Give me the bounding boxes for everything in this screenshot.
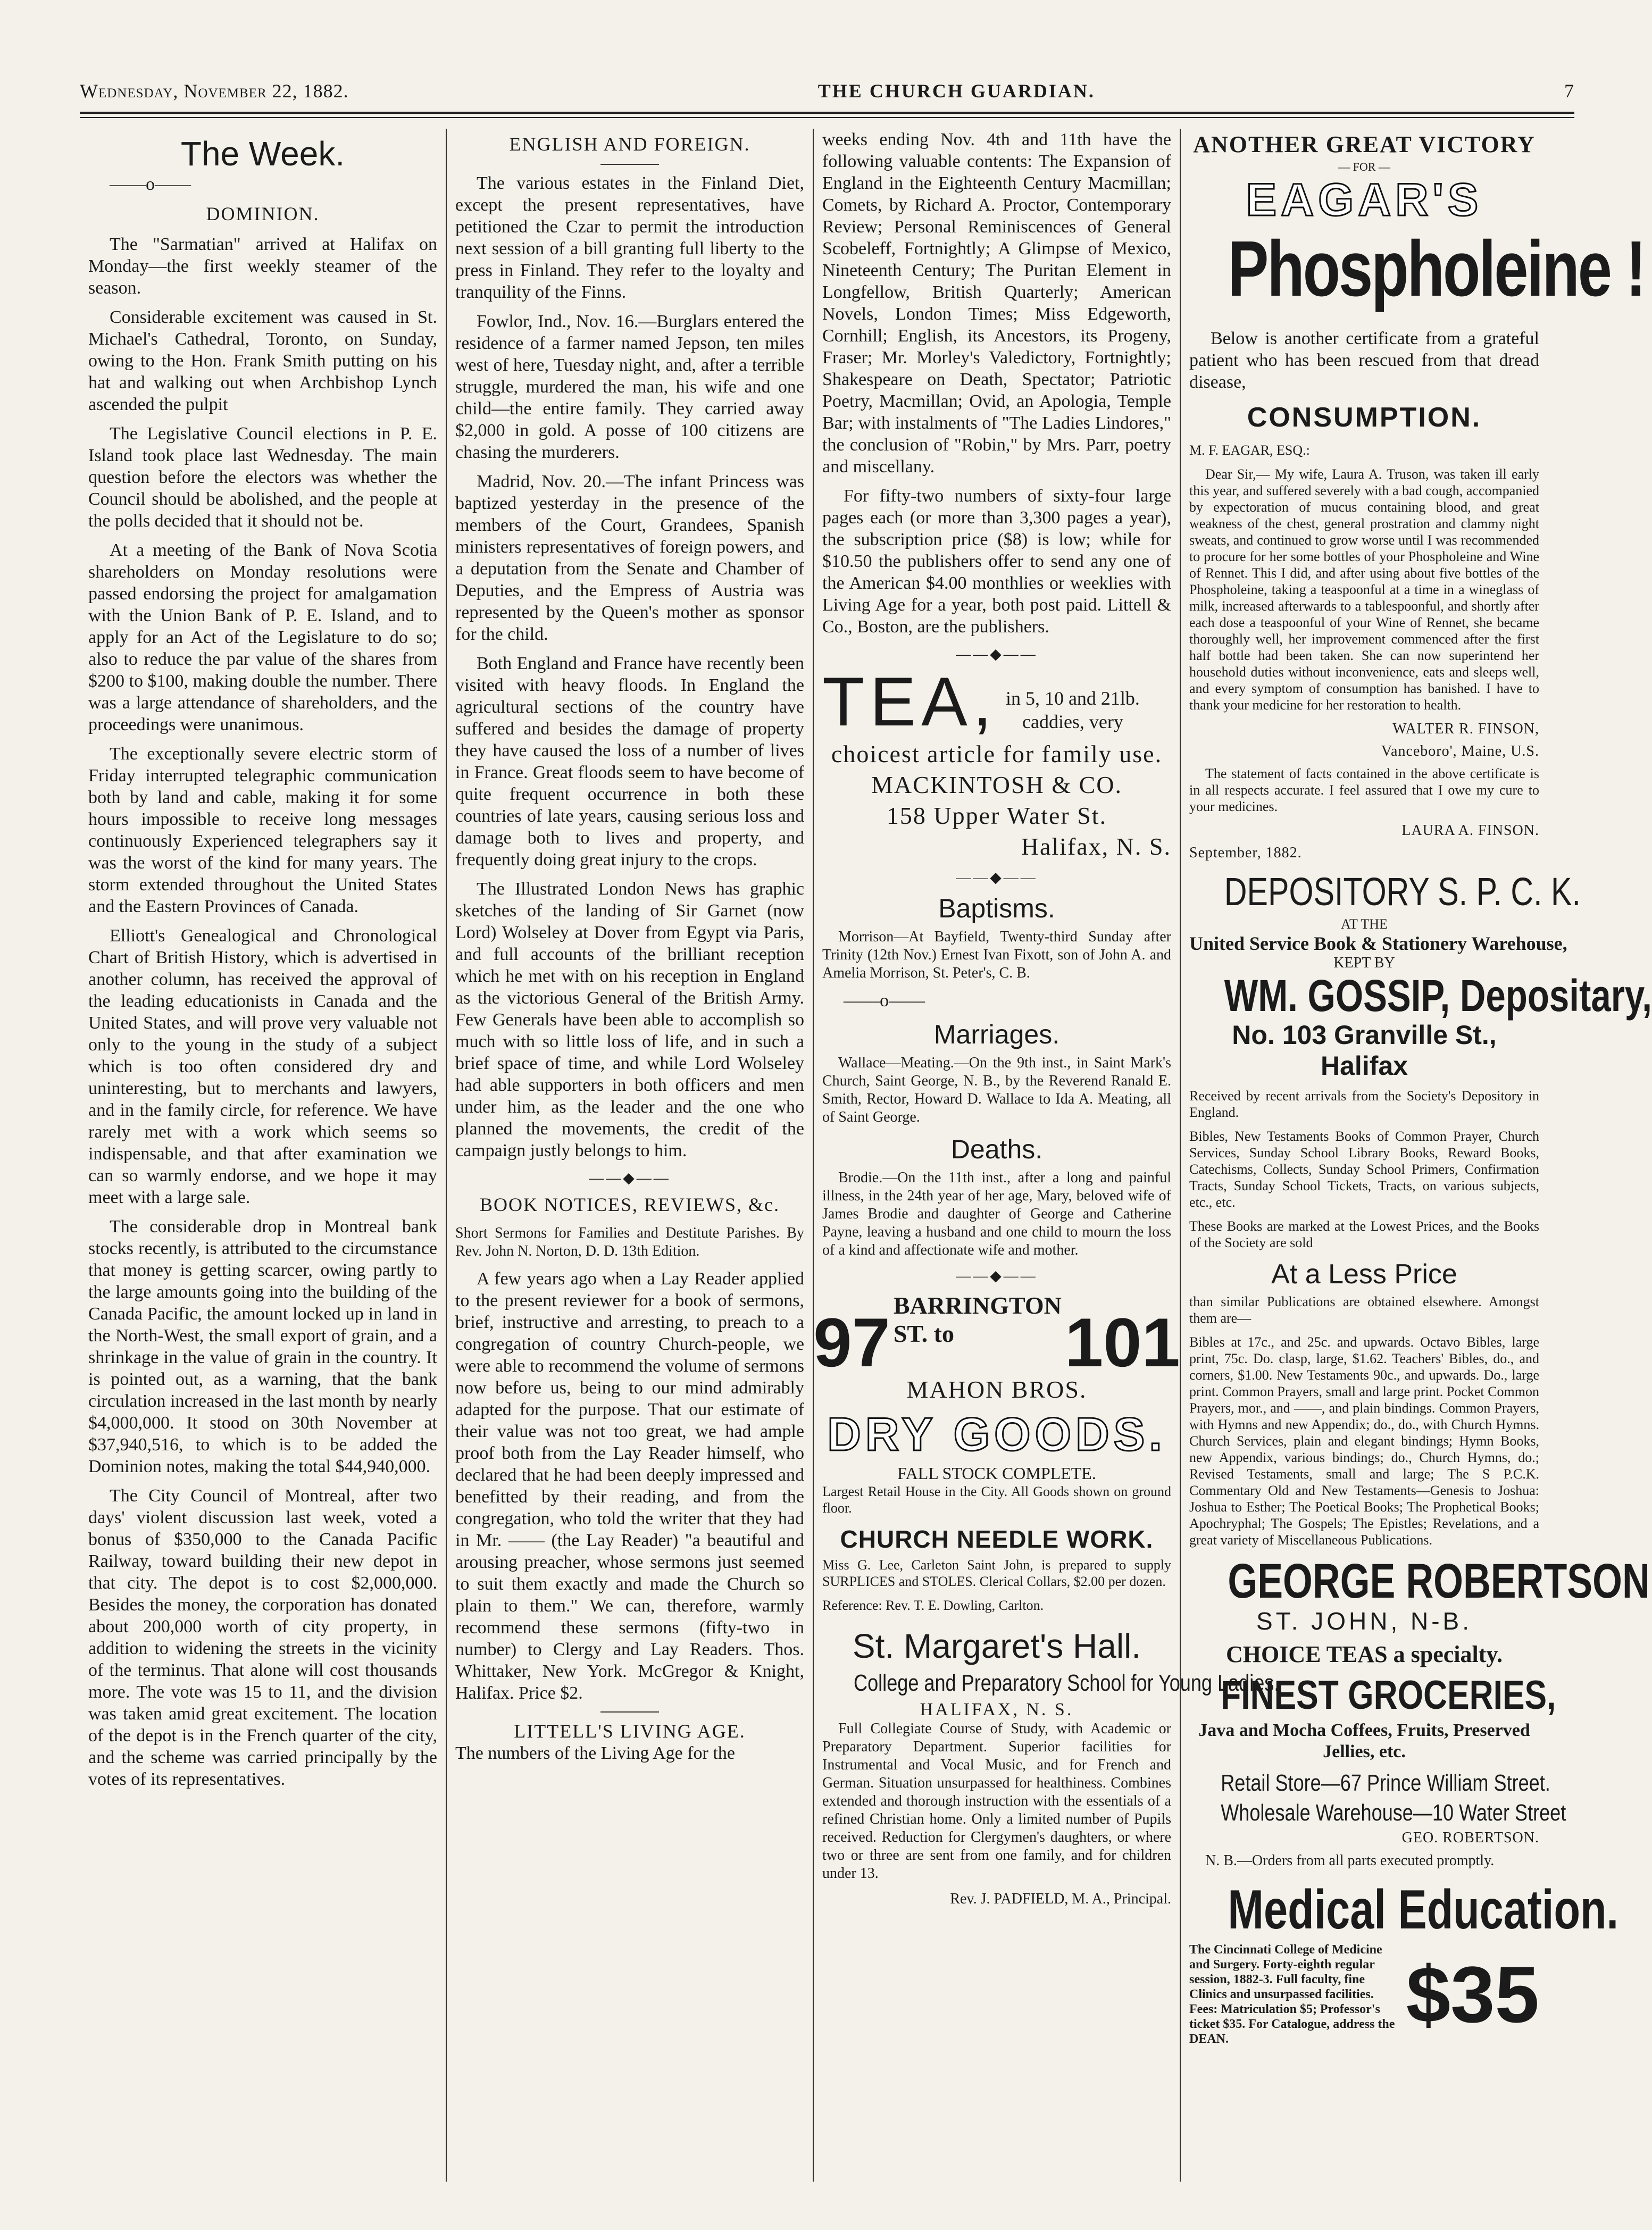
needle-work-text: Miss G. Lee, Carleton Saint John, is prepared to supply SURPLICES and STOLES. Clerical Collars, $2.00 per dozen. [822,1557,1171,1589]
baptisms-heading: Baptisms. [938,893,1055,923]
masthead [80,80,1574,112]
largest-retail: Largest Retail House in the City. All Goods shown on ground floor. [822,1484,1171,1516]
ornament: ——◆—— [589,1170,671,1187]
signature: LAURA A. FINSON. [1401,822,1539,839]
medical-text: The Cincinnati College of Medicine and Surgery. Forty-eighth regular session, 1882-3. Full faculty, fine Clinics and unsurpassed facilities. Fees: Matriculation $5; Professor's ticket $35. For Catalogue, address the DEAN. [1189,1943,1395,2046]
page-number: 7 [1564,80,1574,102]
deaths-heading: Deaths. [950,1134,1043,1164]
needle-work-heading: CHURCH NEEDLE WORK. [840,1525,1154,1553]
signature: WALTER R. FINSON, [1392,721,1539,737]
hall-subheading: College and Preparatory School for Young Ladies. [854,1670,1280,1696]
paragraph: For fifty-two numbers of sixty-four large pages each (or more than 3,300 pages a year), the subscription price ($8) is low; while for $10.50 the publishers offer to send any one of the American $4.00 monthlies or weeklies with Living Age for a year, both post paid. Littell & Co., Boston, are the publishers. [822,486,1171,637]
issue-date: Wednesday, November 22, 1882. [80,80,349,102]
paragraph: The "Sarmatian" arrived at Halifax on Monday—the first weekly steamer of the season. [88,235,437,298]
tea-line: caddies, very [1022,711,1123,732]
baptism-notice: Morrison—At Bayfield, Twenty-third Sunday after Trinity (12th Nov.) Ernest Ivan Fixott, son of John A. and Amelia Morrison, St. Peter's, C. B. [822,929,1171,981]
signature-date: September, 1882. [1189,845,1302,861]
choice-teas: CHOICE TEAS a specialty. [1226,1641,1503,1667]
signature-place: Vanceboro', Maine, U.S. [1381,743,1539,759]
consumption-heading: CONSUMPTION. [1247,402,1482,433]
st-margarets-advertisement [822,1626,1280,1908]
dominion-subhead: DOMINION. [206,203,320,224]
newspaper-page [80,80,1652,2196]
robertson-advertisement [1189,1554,1650,1870]
newspaper-title: THE CHURCH GUARDIAN. [817,80,1095,102]
paragraph: The exceptionally severe electric storm of Friday interrupted telegraphic communication both by land and cable, making it for some hours impossible to receive long messages continuously Experienced telegraphers say it was the worst of the kind for many years. The storm extended throughout the United States and the Eastern Provinces of Canada. [88,744,437,916]
hall-heading: St. Margaret's Hall. [852,1627,1141,1665]
received-text: Received by recent arrivals from the Society's Depository in England. [1189,1088,1539,1120]
finest-groceries: FINEST GROCERIES, [1221,1673,1556,1718]
paragraph: The Legislative Council elections in P. E. Island took place last Wednesday. The main question before the electors was whether the Council should be abolished, and the people at the polls decided that it should not be. [88,424,437,531]
bibles-text: Bibles, New Testaments Books of Common Prayer, Church Services, Sunday School Library Books, Reward Books, Catechisms, Collects, Sunday School Primers, Confirmation Tracts, Sunday School Tickets, Tracts, on various subjects, etc., etc. [1189,1129,1539,1210]
marriages-heading: Marriages. [933,1020,1060,1049]
needle-work-advertisement [822,1525,1171,1614]
street-name: BARRINGTON ST. to [893,1292,1062,1347]
columns [80,129,1652,2182]
paragraph: Elliott's Genealogical and Chronological Chart of British History, which is advertised in another column, has received the approval of the leading educationists in Canada and the United States, and will prove very valuable not only to the young in the study of a subject which is too often considered dry and uninteresting, but to merchants and lawyers, and in the family circle, for reference. We have rarely met with a work which seems so indispensable, and that after examination we can so warmly endorse, and we hope it may meet with a large sale. [88,926,437,1207]
death-notice: Brodie.—On the 11th inst., after a long and painful illness, in the 24th year of her age, Mary, beloved wife of James Brodie and daughter of George and Catherine Payne, leaving a husband and one child to mourn the loss of a kind and affectionate wife and mother. [822,1170,1171,1258]
ornament: ——◆—— [956,646,1038,663]
mahon-advertisement [813,1291,1180,1516]
ornament: ——o—— [844,991,925,1010]
less-price-heading: At a Less Price [1271,1259,1457,1290]
tea-firm: MACKINTOSH & CO. [871,771,1123,798]
for-text: — FOR — [1338,160,1390,173]
medical-education-heading: Medical Education. [1228,1879,1619,1941]
hall-principal: Rev. J. PADFIELD, M. A., Principal. [950,1891,1171,1907]
masthead-rule [80,112,1574,118]
granville-address: No. 103 Granville St., Halifax [1232,1020,1497,1081]
java-mocha: Java and Mocha Coffees, Fruits, Preserved Jellies, etc. [1198,1720,1530,1761]
needle-work-reference: Reference: Rev. T. E. Dowling, Carlton. [822,1598,1044,1613]
george-robertson-heading: GEORGE ROBERTSON [1228,1554,1650,1608]
eagar-title: EAGAR'S [1246,174,1483,225]
fall-stock: FALL STOCK COMPLETE. [897,1464,1096,1483]
divider [600,1711,659,1713]
paragraph: The Illustrated London News has graphic sketches of the landing of Sir Garnet (now Lord) Wolseley at Dover from Egypt via Paris, and full accounts of the brilliant reception which he met with on his reception in England as the victorious General of the British Army. Few Generals have been able to accomplish so much with so little loss of life, and in such a brief space of time, and while Lord Wolseley had able supporters in both officers and men under him, as the leader and the one who planned the movements, the credit of the campaign justly belongs to him. [455,879,804,1160]
tea-line: choicest article for family use. [831,740,1163,767]
tea-city: Halifax, N. S. [1021,833,1171,860]
orders-text: N. B.—Orders from all parts executed promptly. [1205,1852,1495,1869]
paragraph: Below is another certificate from a grateful patient who has been rescued from that dread disease, [1189,329,1539,392]
wholesale-warehouse: Wholesale Warehouse—10 Water Street [1221,1800,1566,1826]
littell-heading: LITTELL'S LIVING AGE. [514,1720,746,1742]
gossip-name: WM. GOSSIP, Depositary, [1224,971,1652,1021]
phospholeine-advertisement [1189,131,1645,862]
mahon-firm: MAHON BROS. [906,1376,1087,1403]
ornament: ——◆—— [956,870,1038,886]
victory-heading: ANOTHER GREAT VICTORY [1193,131,1536,157]
at-the: AT THE [1341,916,1388,932]
paragraph: Both England and France have recently been visited with heavy floods. In England the agricultural sections of the country have suffered and besides the damage of property they have caused the loss of a number of lives in France. Great floods seem to have become of quite frequent occurrence in both these countries of late years, causing serious loss and damage both to lives and property, and frequently doing great injury to the crops. [455,654,804,870]
depository-advertisement [1189,869,1652,1548]
letter-text: Dear Sir,— My wife, Laura A. Truson, was taken ill early this year, and suffered severely with a bad cough, accompanied by expectoration of mucus containing blood, and great weakness of the chest, general prostration and clammy night sweats, and continued to grow worse until I was recommended to procure for her some bottles of your Phospholeine and Wine of Rennet. This I did, and after using about five bottles of the Phospholeine, taking a teaspoonful at a time in a wineglass of milk, increased afterwards to a tablespoonful, and shortly after each dose a teaspoonful of your Wine of Rennet, she became thoroughly well, her improvement commenced after the first half bottle had been taken. She can now superintend her household duties without inconvenience, eats and sleeps well, and every symptom of consumption has banished. I have to thank your medicine for her restoration to health. [1189,466,1539,713]
tea-street: 158 Upper Water St. [886,802,1107,829]
column-4 [1181,129,1652,2182]
salutation: M. F. EAGAR, ESQ.: [1189,442,1310,458]
than-text: than similar Publications are obtained elsewhere. Amongst them are— [1189,1294,1539,1326]
depository-heading: DEPOSITORY S. P. C. K. [1224,870,1581,914]
hall-city: HALIFAX, N. S. [920,1700,1074,1719]
ornament: ——o—— [110,174,191,194]
street-number: 101 [1064,1304,1180,1381]
paragraph: A few years ago when a Lay Reader applied to the present reviewer for a book of sermons, brief, instructive and arresting, to preach to a congregation of country Church-people, we were able to recommend the volume of sermons now before us, being to our mind admirably adapted for the purpose. That our estimate of their value was not too great, we had ample proof both from the Lay Reader himself, who declared that he had been deeply impressed and benefitted by their reading, and from the congregation, who told the writer that they had in Mr. —— (the Lay Reader) "a beautiful and arousing preacher, whose sermons just seemed to suit them exactly and made the Church so plain to them." We can, therefore, warmly recommend these sermons (fifty-two in number) to Clergy and Lay Readers. Thos. Whittaker, New York. McGregor & Knight, Halifax. Price $2. [455,1269,804,1703]
street-number: 97 [813,1304,890,1381]
paragraph: Madrid, Nov. 20.—The infant Princess was baptized yesterday in the presence of the members of the Court, Grandees, Spanish ministers representatives of foreign powers, and a deputation from the Senate and Chamber of Deputies, and the Empress of Austria was represented by the Queen's mother as sponsor for the child. [455,472,804,644]
paragraph: weeks ending Nov. 4th and 11th have the following valuable contents: The Expansion of England in the Eighteenth Century Macmillan; Comets, by Richard A. Proctor, Contemporary Review; Personal Reminiscences of General Scobeleff, Fortnightly; A Glimpse of Mexico, Nineteenth Century; The Puritan Element in Longfellow, British Quarterly; American Novels, London Times; Miss Edgeworth, Cornhill; English, its Ancestors, its Progeny, Fraser; Mr. Morley's Valedictory, Fortnightly; Shakespeare on Death, Spectator; Patriotic Poetry, Macmillan; Ovid, an Apologia, Temple Bar; with instalments of "The Ladies Lindores," the conclusion of "Robin," by Mrs. Parr, poetry and miscellany. [822,130,1171,477]
ornament: ——◆—— [956,1268,1038,1284]
geo-robertson-signature: GEO. ROBERTSON. [1401,1830,1539,1846]
statement-text: The statement of facts contained in the above certificate is in all respects accurate. I feel assured that I owe my cure to your medicines. [1189,766,1539,814]
hall-text: Full Collegiate Course of Study, with Academic or Preparatory Department. Superior facilities for Instrumental and Vocal Music, and for French and German. Situation unsurpassed for healthiness. Combines extended and thorough instruction with the essentials of a refined Christian home. Only a limited number of Pupils received. Reduction for Clergymen's daughters, or where two or three are sent from one family, and for children under 13. [822,1720,1171,1882]
divider [600,164,659,165]
paragraph: At a meeting of the Bank of Nova Scotia shareholders on Monday resolutions were passed endorsing the project for amalgamation with the Union Bank of P. E. Island, and to apply for an Act of the Legislature to do so; also to reduce the par value of the shares from $200 to $100, making double the number. There was a large attendance of shareholders, and the proceedings were unanimous. [88,540,437,734]
column-1 [80,129,447,2182]
paragraph: The considerable drop in Montreal bank stocks recently, is attributed to the circumstance that money is getting scarcer, owing partly to the large amounts going into the building of the Canada Pacific, the amount locked up in land in the North-West, the small export of grain, and a shrinkage in the value of grain in the country. It is pointed out, as a warning, that the bank circulation increased in the last month by nearly $4,000,000. It stood on 30th November at $37,940,516, to which is to be added the Dominion notes, making the total $44,940,000. [88,1217,437,1476]
column-2 [447,129,814,2182]
book-title: Short Sermons for Families and Destitute Parishes. By Rev. John N. Norton, D. D. 13th Edition. [455,1225,804,1259]
the-week-heading: The Week. [180,135,345,173]
tea-line: in 5, 10 and 21lb. [1005,688,1140,709]
paragraph: The City Council of Montreal, after two days' violent discussion last week, voted a bonus of $350,000 to the Canada Pacific Railway, toward building their new depot in that city. The depot is to cost $2,000,000. Besides the money, the corporation has donated about 200,000 worth of city property, in addition to widening the streets in the vicinity of the terminus. That alone will cost thousands more. The vote was 15 to 11, and the division was taken amid great excitement. The location of the depot is in the French quarter of the city, and the scheme was carried principally by the votes of its representatives. [88,1486,437,1789]
kept-by: KEPT BY [1333,955,1395,971]
tea-big-word: TEA, [822,663,997,740]
paragraph: Fowlor, Ind., Nov. 16.—Burglars entered the residence of a farmer named Jepson, ten miles west of here, Tuesday night, and, after a terrible struggle, murdered the man, his wife and one child—the entire family. They carried away $2,000 in gold. A posse of 100 citizens are chasing the murderers. [455,312,804,462]
book-notices-heading: BOOK NOTICES, REVIEWS, &c. [480,1194,780,1215]
retail-store: Retail Store—67 Prince William Street. [1221,1770,1550,1796]
paragraph: Considerable excitement was caused in St. Michael's Cathedral, Toronto, on Sunday, owing to the Hon. Frank Smith putting on his hat and walking out when Archbishop Lynch ascended the pulpit [88,307,437,414]
dry-goods-title: DRY GOODS. [827,1408,1166,1460]
st-john: ST. JOHN, N-B. [1256,1607,1473,1635]
english-foreign-heading: ENGLISH AND FOREIGN. [509,133,750,155]
marked-text: These Books are marked at the Lowest Prices, and the Books of the Society are sold [1189,1218,1539,1250]
medical-advertisement [1189,1879,1619,2047]
warehouse-name: United Service Book & Stationery Warehouse, [1189,933,1567,954]
paragraph: The various estates in the Finland Diet, except the present representatives, have petitioned the Czar to permit the introduction next session of a bill granting full liberty to the press in Finland. They refer to the loyalty and tranquility of the Finns. [455,173,804,302]
price-list: Bibles at 17c., and 25c. and upwards. Octavo Bibles, large print, 75c. Do. clasp, large, $1.62. Teachers' Bibles, do., and corners, $1.00. New Testaments 90c., and upwards. Do., large print. Common Prayers, small and large print. Pocket Common Prayers, mor., and ——, and plain bindings. Common Prayers, with Hymns and new Appendix; do., do., with Church Hymns. Church Services, plain and elegant bindings; Hymn Books, new Appendix, various bindings; do., Church Hymns, do.; Revised Testaments, small and large; The S P.C.K. Commentary Old and New Testaments—Genesis to Joshua: Joshua to Esther; The Poetical Books; The Prophetical Books; Apochryphal; The Gospels; The Epistles; Revelations, and a great variety of Miscellaneous Publications. [1189,1334,1539,1548]
phospholeine-title: Phospholeine ! [1228,225,1645,313]
tea-advertisement [822,663,1171,862]
marriage-notice: Wallace—Meating.—On the 9th inst., in Saint Mark's Church, Saint George, N. B., by the Reverend Ranald E. Smith, Rector, Howard D. Wallace to Ida A. Meating, all of Saint George. [822,1055,1171,1125]
medical-price: $35 [1406,1950,1539,2039]
paragraph: The numbers of the Living Age for the [455,1743,735,1763]
